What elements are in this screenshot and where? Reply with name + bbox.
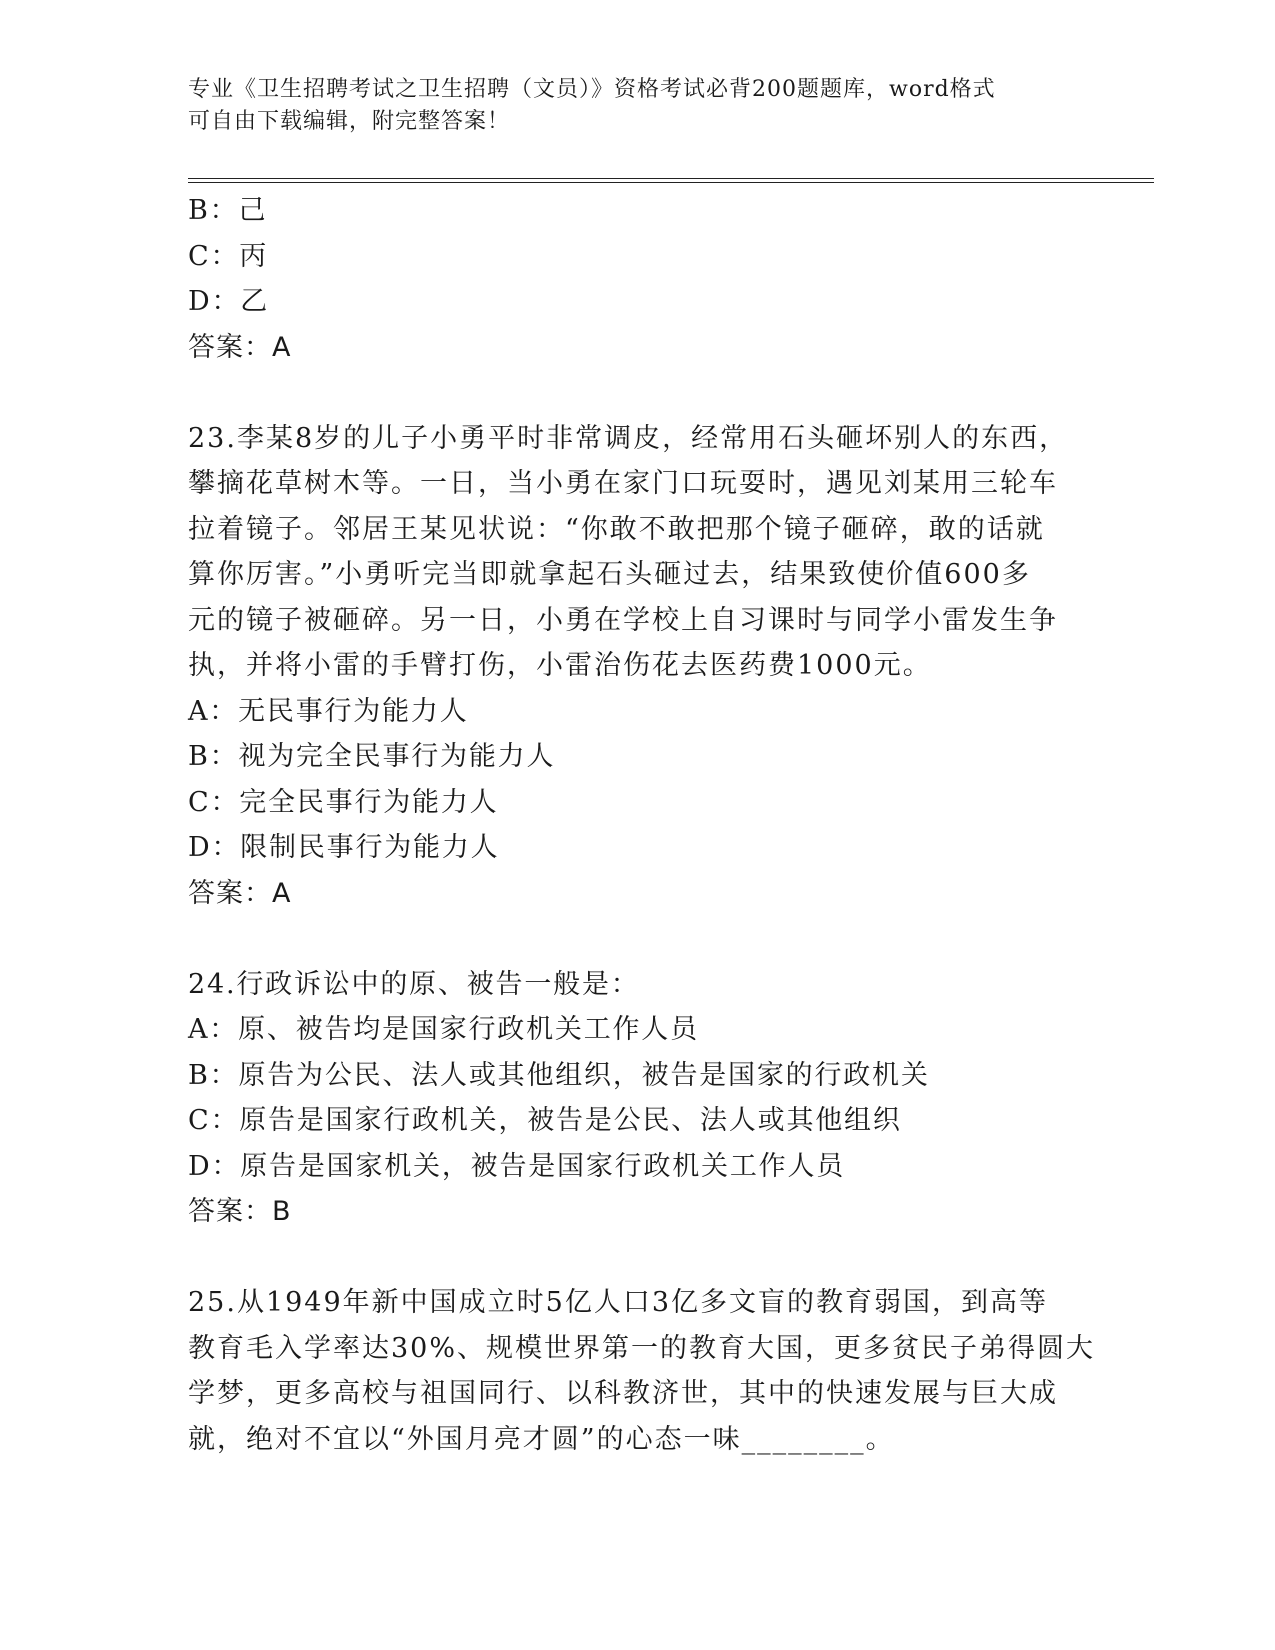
question-text-line: 算你厉害。”小勇听完当即就拿起石头砸过去，结果致使价值600多 bbox=[188, 559, 1031, 590]
option-d: D：乙 bbox=[188, 286, 270, 317]
question-text-line: 执，并将小雷的手臂打伤，小雷治伤花去医药费1000元。 bbox=[188, 650, 932, 681]
header-divider-top bbox=[188, 178, 1154, 179]
header-divider-bottom bbox=[188, 182, 1154, 183]
question-text-line: 就，绝对不宜以“外国月亮才圆”的心态一味________。 bbox=[188, 1423, 895, 1455]
option-d: D：限制民事行为能力人 bbox=[188, 832, 500, 863]
option-c: C：完全民事行为能力人 bbox=[188, 786, 499, 818]
page-header bbox=[188, 74, 1088, 138]
spacer bbox=[188, 916, 1088, 962]
answer-line: 答案：A bbox=[188, 331, 292, 363]
option-b: B：视为完全民事行为能力人 bbox=[188, 741, 556, 772]
option-c: C：丙 bbox=[188, 240, 269, 272]
question-text-line: 教育毛入学率达30%、规模世界第一的教育大国，更多贫民子弟得圆大 bbox=[188, 1332, 1096, 1364]
spacer bbox=[188, 370, 1088, 416]
question-23 bbox=[188, 416, 1088, 917]
option-a: A：原、被告均是国家行政机关工作人员 bbox=[188, 1014, 699, 1045]
question-stem bbox=[188, 416, 1088, 689]
header-title-line-2: 可自由下载编辑，附完整答案！ bbox=[188, 109, 511, 134]
question-22-continued bbox=[188, 188, 1088, 370]
question-text-line: 元的镜子被砸碎。另一日，小勇在学校上自习课时与同学小雷发生争 bbox=[188, 604, 1058, 636]
option-a: A：无民事行为能力人 bbox=[188, 695, 469, 727]
answer-line: 答案：B bbox=[188, 1196, 292, 1227]
question-text-line: 24.行政诉讼中的原、被告一般是： bbox=[188, 968, 640, 1000]
spacer bbox=[188, 1235, 1088, 1281]
question-text-line: 学梦，更多高校与祖国同行、以科教济世，其中的快速发展与巨大成 bbox=[188, 1378, 1058, 1409]
option-b: B：己 bbox=[188, 195, 268, 226]
question-24 bbox=[188, 962, 1088, 1235]
question-25 bbox=[188, 1280, 1096, 1462]
option-d: D：原告是国家机关，被告是国家行政机关工作人员 bbox=[188, 1150, 846, 1182]
header-title-line-1: 专业《卫生招聘考试之卫生招聘（文员）》资格考试必背200题题库，word格式 bbox=[188, 77, 996, 102]
option-b: B：原告为公民、法人或其他组织，被告是国家的行政机关 bbox=[188, 1059, 930, 1091]
document-body bbox=[188, 188, 1096, 1462]
question-text-line: 23.李某8岁的儿子小勇平时非常调皮，经常用石头砸坏别人的东西， bbox=[188, 422, 1069, 454]
answer-line: 答案：A bbox=[188, 877, 292, 909]
question-text-line: 拉着镜子。邻居王某见状说：“你敢不敢把那个镜子砸碎，敢的话就 bbox=[188, 513, 1045, 545]
option-c: C：原告是国家行政机关，被告是公民、法人或其他组织 bbox=[188, 1105, 902, 1136]
question-text-line: 攀摘花草树木等。一日，当小勇在家门口玩耍时，遇见刘某用三轮车 bbox=[188, 468, 1058, 499]
question-text-line: 25.从1949年新中国成立时5亿人口3亿多文盲的教育弱国，到高等 bbox=[188, 1287, 1049, 1318]
